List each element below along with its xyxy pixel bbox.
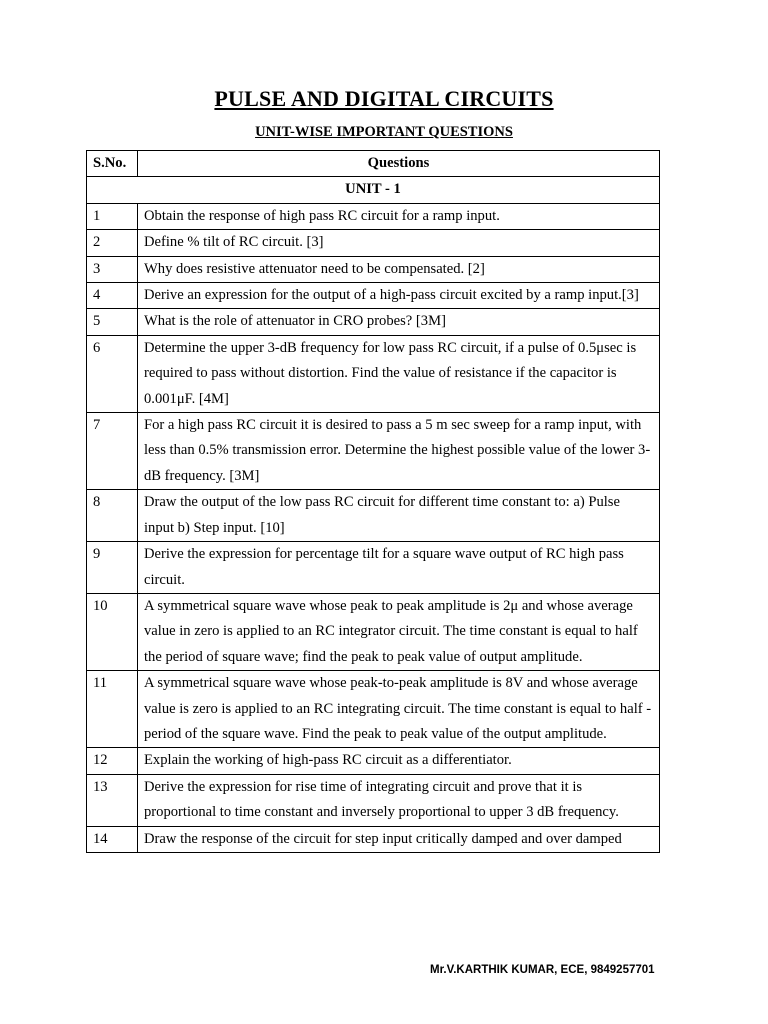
question-number: 5 — [87, 309, 138, 335]
question-number: 7 — [87, 413, 138, 490]
table-row — [87, 490, 660, 542]
table-row — [87, 774, 660, 826]
table-row — [87, 309, 660, 335]
question-number: 10 — [87, 593, 138, 670]
table-header-row — [87, 151, 660, 177]
question-text: For a high pass RC circuit it is desired to pass a 5 m sec sweep for a ramp input, with less than 0.5% transmission error. Determine the highest possible value of the lower 3-dB frequency. [3M] — [138, 413, 660, 490]
question-number: 1 — [87, 203, 138, 229]
questions-table — [86, 150, 660, 853]
table-row — [87, 230, 660, 256]
question-text: Obtain the response of high pass RC circuit for a ramp input. — [138, 203, 660, 229]
unit-row — [87, 177, 660, 203]
document-subtitle: UNIT-WISE IMPORTANT QUESTIONS — [255, 124, 513, 140]
question-text: What is the role of attenuator in CRO probes? [3M] — [138, 309, 660, 335]
question-number: 13 — [87, 774, 138, 826]
question-text: Derive an expression for the output of a high-pass circuit excited by a ramp input.[3] — [138, 283, 660, 309]
question-text: A symmetrical square wave whose peak-to-peak amplitude is 8V and whose average value is zero is applied to an RC integrating circuit. The time constant is equal to half -period of the square wave. Find the peak to peak value of the output amplitude. — [138, 671, 660, 748]
question-text: Determine the upper 3-dB frequency for low pass RC circuit, if a pulse of 0.5μsec is required to pass without distortion. Find the value of resistance if the capacitor is 0.001μF. [4M] — [138, 335, 660, 412]
table-row — [87, 748, 660, 774]
question-number: 14 — [87, 826, 138, 852]
table-row — [87, 256, 660, 282]
question-number: 8 — [87, 490, 138, 542]
question-number: 6 — [87, 335, 138, 412]
table-row — [87, 826, 660, 852]
table-row — [87, 283, 660, 309]
question-number: 4 — [87, 283, 138, 309]
header-questions: Questions — [138, 151, 660, 177]
header-sno: S.No. — [87, 151, 138, 177]
question-number: 9 — [87, 542, 138, 594]
unit-label: UNIT - 1 — [87, 177, 660, 203]
question-text: Explain the working of high-pass RC circuit as a differentiator. — [138, 748, 660, 774]
question-number: 12 — [87, 748, 138, 774]
table-row — [87, 542, 660, 594]
table-row — [87, 593, 660, 670]
question-text: Derive the expression for rise time of integrating circuit and prove that it is proportional to time constant and inversely proportional to upper 3 dB frequency. — [138, 774, 660, 826]
table-row — [87, 203, 660, 229]
table-row — [87, 335, 660, 412]
question-text: Derive the expression for percentage tilt for a square wave output of RC high pass circuit. — [138, 542, 660, 594]
question-text: A symmetrical square wave whose peak to peak amplitude is 2μ and whose average value in zero is applied to an RC integrator circuit. The time constant is equal to half the period of square wave; find the peak to peak value of output amplitude. — [138, 593, 660, 670]
question-text: Why does resistive attenuator need to be compensated. [2] — [138, 256, 660, 282]
document-title: PULSE AND DIGITAL CIRCUITS — [214, 86, 554, 111]
question-number: 3 — [87, 256, 138, 282]
question-text: Draw the output of the low pass RC circuit for different time constant to: a) Pulse input b) Step input. [10] — [138, 490, 660, 542]
question-number: 11 — [87, 671, 138, 748]
question-text: Draw the response of the circuit for step input critically damped and over damped — [138, 826, 660, 852]
table-row — [87, 671, 660, 748]
table-row — [87, 413, 660, 490]
question-number: 2 — [87, 230, 138, 256]
question-text: Define % tilt of RC circuit. [3] — [138, 230, 660, 256]
author-footer: Mr.V.KARTHIK KUMAR, ECE, 9849257701 — [430, 964, 655, 976]
